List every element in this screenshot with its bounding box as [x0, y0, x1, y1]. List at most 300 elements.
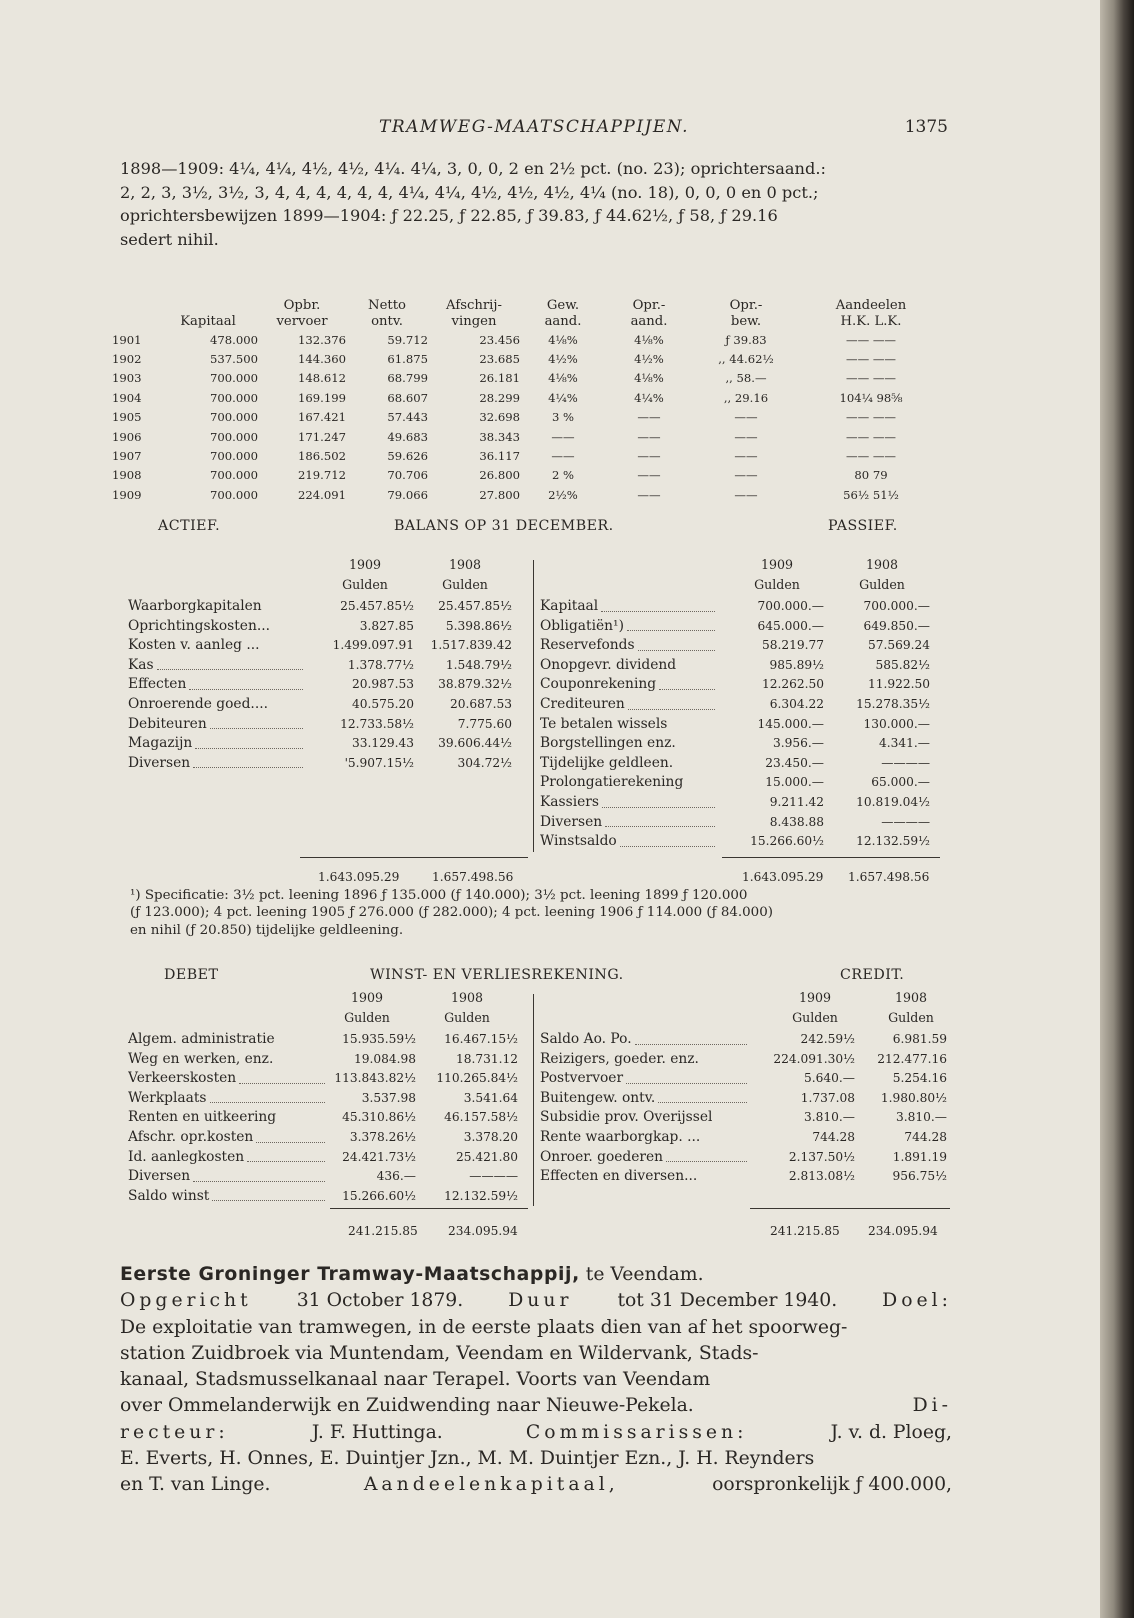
account-label-text: Obligatiën¹): [540, 617, 624, 634]
account-row: [128, 1187, 528, 1207]
amount-1909: 12.262.50: [761, 677, 824, 692]
amount-1908: 3.378.20: [463, 1129, 518, 1144]
account-label: [128, 1167, 328, 1187]
table-cell: 219.712: [298, 468, 346, 483]
table-cell: 27.800: [479, 487, 520, 502]
pnl-unit-left-a: Gulden: [344, 1010, 390, 1025]
account-label: [540, 832, 718, 852]
dot-leader: [626, 1069, 747, 1084]
account-row: [128, 695, 528, 715]
entry-text: J. v. d. Ploeg,: [830, 1421, 952, 1443]
balance-footnote: [130, 887, 950, 939]
account-label-text: Id. aanlegkosten: [128, 1148, 245, 1165]
entry-line: [120, 1288, 952, 1314]
footnote-line: en nihil (ƒ 20.850) tijdelijke geldleening.: [130, 922, 404, 938]
column-header: Aandeelen: [835, 298, 907, 313]
amount-1909: 19.084.98: [353, 1051, 416, 1066]
amount-1909: 58.219.77: [761, 638, 824, 653]
account-label-text: Te betalen wissels: [540, 715, 668, 732]
pnl-total-left-1908: 234.095.94: [448, 1224, 518, 1238]
amount-1909: 224.091.30½: [773, 1051, 855, 1066]
label-commissarissen: Commissarissen:: [525, 1421, 748, 1443]
amount-1908: 4.341.—: [879, 736, 930, 751]
column-header: aand.: [630, 314, 668, 329]
account-label: [540, 1050, 750, 1070]
account-label-text: Kapitaal: [540, 598, 599, 614]
table-cell: 4½%: [634, 352, 664, 367]
table-row: [112, 427, 942, 446]
table-cell: 23.456: [479, 332, 520, 347]
column-header: Kapitaal: [180, 314, 236, 329]
entry-line: [120, 1341, 952, 1367]
dot-leader: [256, 1128, 325, 1143]
amount-1908: 20.687.53: [449, 696, 512, 711]
entry-text: tot 31 December 1940.: [617, 1290, 838, 1312]
account-label-text: Prolongatierekening: [540, 774, 684, 791]
column-header: [112, 314, 158, 330]
amount-1908: 15.278.35½: [856, 696, 930, 711]
table-cell: 700.000: [210, 449, 258, 464]
table-cell: 700.000: [210, 371, 258, 386]
table-cell: 167.421: [298, 410, 346, 425]
entry-text: De exploitatie van tramwegen, in de eerste plaats dien van af het spoorweg-: [120, 1316, 848, 1338]
balance-rule-left: [300, 857, 528, 858]
table-cell: 1906: [112, 429, 142, 444]
pnl-rule-left: [330, 1208, 528, 1209]
dot-leader: [602, 793, 715, 808]
pnl-year-1908-right: 1908: [894, 990, 928, 1005]
amount-1908: 3.541.64: [463, 1090, 518, 1105]
label-duur: Duur: [508, 1290, 573, 1312]
dot-leader: [247, 1148, 325, 1163]
text-line: oprichtersbewijzen 1899—1904: ƒ 22.25, ƒ 22.85, ƒ 39.83, ƒ 44.62½, ƒ 58, ƒ 29.16: [120, 206, 778, 226]
account-label: [540, 656, 718, 676]
account-label: [540, 793, 718, 813]
table-cell: ,, 58.—: [725, 371, 767, 386]
balance-total-right-1908: 1.657.498.56: [848, 870, 930, 884]
account-label-text: Effecten: [128, 676, 187, 693]
column-header: Netto: [368, 298, 406, 313]
account-label-text: Reizigers, goeder. enz.: [540, 1050, 699, 1067]
balance-total-left-1909: 1.643.095.29: [318, 870, 400, 884]
account-row: [540, 617, 940, 637]
table-cell: 1901: [112, 332, 142, 347]
account-label: [540, 813, 718, 833]
pnl-year-1909-right: 1909: [798, 990, 832, 1005]
balance-assets: [128, 597, 528, 773]
balance-divider: [533, 560, 534, 852]
account-label-text: Kassiers: [540, 793, 599, 810]
amount-1909: 3.810.—: [804, 1110, 855, 1125]
account-row: [128, 1069, 528, 1089]
dot-leader: [627, 617, 715, 632]
account-label-text: Tijdelijke geldleen.: [540, 754, 674, 771]
account-label-text: Waarborgkapitalen: [128, 598, 262, 614]
account-label: [540, 1167, 750, 1187]
amount-1909: 45.310.86½: [342, 1110, 416, 1125]
account-row: [540, 832, 940, 852]
table-cell: 700.000: [210, 429, 258, 444]
entry-text: J. F. Huttinga.: [311, 1421, 443, 1443]
amount-1908: 25.457.85½: [438, 599, 512, 613]
table-cell: ,, 44.62½: [718, 352, 774, 367]
amount-1909: 1.499.097.91: [332, 638, 414, 653]
account-row: [128, 617, 528, 637]
table-cell: ——: [734, 429, 758, 444]
entry-line: [120, 1315, 952, 1341]
account-label-text: Buitengew. ontv.: [540, 1089, 656, 1106]
amount-1909: 2.137.50½: [788, 1149, 855, 1164]
table-cell: 36.117: [479, 449, 520, 464]
entry-line: [120, 1420, 952, 1446]
amount-1908: 130.000.—: [863, 716, 930, 731]
table-cell: 70.706: [387, 468, 428, 483]
dot-leader: [601, 597, 715, 612]
entry-text: E. Everts, H. Onnes, E. Duintjer Jzn., M. M. Duintjer Ezn., J. H. Reynders: [120, 1448, 815, 1470]
table-cell: 59.626: [387, 449, 428, 464]
account-label-text: Kas: [128, 656, 154, 673]
account-label: [128, 695, 306, 715]
entry-line: [120, 1393, 952, 1419]
account-label-text: Subsidie prov. Overijssel: [540, 1109, 713, 1126]
table-cell: 38.343: [479, 429, 520, 444]
table-cell: 4⅛%: [548, 371, 578, 386]
table-row: [112, 485, 942, 504]
table-cell: 186.502: [298, 449, 346, 464]
table-cell: —— ——: [845, 449, 897, 464]
amount-1908: 956.75½: [892, 1169, 947, 1184]
column-header: vingen: [451, 314, 497, 329]
amount-1908: 744.28: [904, 1129, 947, 1144]
table-cell: 4¼%: [548, 390, 578, 405]
amount-1909: 15.000.—: [765, 775, 824, 790]
account-label-text: Onopgevr. dividend: [540, 656, 677, 673]
account-label-text: Werkplaats: [128, 1089, 207, 1106]
account-label: [540, 773, 718, 793]
account-label-text: Effecten en diversen...: [540, 1168, 698, 1185]
account-label: [540, 1148, 750, 1168]
amount-1909: 23.450.—: [765, 755, 824, 770]
table-cell: 56½ 51½: [843, 487, 899, 502]
account-label-text: Verkeerskosten: [128, 1070, 237, 1087]
table-cell: 224.091: [298, 487, 346, 502]
dot-leader: [635, 1030, 747, 1045]
table-cell: ——: [734, 410, 758, 425]
amount-1908: 5.254.16: [892, 1071, 947, 1086]
account-label: [128, 1050, 328, 1070]
amount-1908: 700.000.—: [863, 599, 930, 613]
amount-1909: 113.843.82½: [334, 1071, 416, 1086]
text-line: 2, 2, 3, 3½, 3½, 3, 4, 4, 4, 4, 4, 4, 4¼, 4¼, 4½, 4½, 4½, 4¼ (no. 18), 0, 0, 0 en 0 pct.;: [120, 182, 819, 202]
column-header: H.K. L.K.: [840, 314, 902, 329]
account-label: [128, 1108, 328, 1128]
table-cell: 59.712: [387, 332, 428, 347]
account-label-text: Diversen: [128, 754, 191, 771]
yearly-statistics-table: [112, 298, 942, 505]
account-label-text: Crediteuren: [540, 695, 625, 712]
table-cell: 1908: [112, 468, 142, 483]
amount-1909: 9.211.42: [769, 794, 824, 809]
pnl-debet-heading: DEBET: [164, 967, 219, 983]
balance-passief-heading: PASSIEF.: [828, 518, 898, 534]
balance-year-1909-left: 1909: [348, 557, 382, 572]
column-header: Opr.-: [729, 298, 763, 313]
account-row: [540, 1128, 955, 1148]
page-number: 1375: [904, 117, 948, 137]
account-row: [128, 1050, 528, 1070]
dot-leader: [658, 1089, 747, 1104]
table-cell: 4½%: [548, 352, 578, 367]
account-row: [540, 1069, 955, 1089]
label-doel: Doel:: [882, 1290, 952, 1312]
column-header: bew.: [730, 314, 762, 329]
dot-leader: [157, 656, 303, 671]
text-line: sedert nihil.: [120, 229, 219, 249]
label-aandeelenkapitaal: Aandeelenkapitaal,: [363, 1474, 619, 1496]
amount-1909: 242.59½: [800, 1032, 855, 1046]
pnl-divider: [533, 994, 534, 1206]
account-label: [128, 1187, 328, 1207]
account-label: [540, 675, 718, 695]
balance-total-left-1908: 1.657.498.56: [432, 870, 514, 884]
text-line: 1898—1909: 4¼, 4¼, 4½, 4½, 4¼. 4¼, 3, 0, 0, 2 en 2½ pct. (no. 23); oprichtersaand.:: [120, 159, 826, 178]
account-label: [540, 636, 718, 656]
account-row: [540, 695, 940, 715]
entry-line: [120, 1446, 952, 1472]
account-label-text: Onroerende goed....: [128, 695, 268, 712]
amount-1909: 25.457.85½: [340, 599, 414, 613]
amount-1909: 145.000.—: [757, 716, 824, 731]
table-cell: 700.000: [210, 468, 258, 483]
table-cell: ——: [734, 487, 758, 502]
account-label-text: Saldo Ao. Po.: [540, 1031, 632, 1047]
amount-1908: 6.981.59: [892, 1032, 947, 1046]
table-cell: 169.199: [298, 390, 346, 405]
table-cell: ,, 29.16: [723, 390, 769, 405]
table-cell: 80 79: [854, 468, 888, 483]
account-row: [128, 1148, 528, 1168]
table-cell: 28.299: [479, 390, 520, 405]
account-label-text: Couponrekening: [540, 676, 657, 693]
entry-text: station Zuidbroek via Muntendam, Veendam en Wildervank, Stads-: [120, 1342, 759, 1364]
account-label: [128, 1148, 328, 1168]
account-label-text: Weg en werken, enz.: [128, 1050, 274, 1067]
amount-1909: 700.000.—: [757, 599, 824, 613]
amount-1908: 7.775.60: [457, 716, 512, 731]
label-opgericht: Opgericht: [120, 1290, 252, 1312]
amount-1909: 8.438.88: [769, 814, 824, 829]
amount-1909: 645.000.—: [757, 618, 824, 633]
column-header: Opbr.: [283, 298, 321, 313]
table-cell: 1902: [112, 352, 142, 367]
balance-unit-left-a: Gulden: [342, 577, 388, 592]
amount-1909: 3.378.26½: [349, 1129, 416, 1144]
account-row: [540, 1030, 955, 1050]
account-row: [540, 734, 940, 754]
account-row: [128, 715, 528, 735]
table-cell: 4⅛%: [548, 332, 578, 347]
amount-1908: 12.132.59½: [444, 1188, 518, 1203]
table-cell: 700.000: [210, 487, 258, 502]
amount-1908: 212.477.16: [877, 1051, 947, 1066]
pnl-total-left-1909: 241.215.85: [348, 1224, 418, 1238]
label-directeur-end: recteur:: [120, 1421, 229, 1443]
account-label: [540, 617, 718, 637]
footnote-line: ¹) Specificatie: 3½ pct. leening 1896 ƒ 135.000 (ƒ 140.000); 3½ pct. leening 1899 ƒ 120.000: [130, 888, 748, 903]
account-row: [540, 1089, 955, 1109]
footnote-line: (ƒ 123.000); 4 pct. leening 1905 ƒ 276.000 (ƒ 282.000); 4 pct. leening 1906 ƒ 114.000 (ƒ 84.000): [130, 905, 773, 921]
amount-1909: 5.640.—: [804, 1071, 855, 1086]
table-cell: 144.360: [298, 352, 346, 367]
table-cell: 4⅛%: [634, 332, 664, 347]
account-label-text: Renten en uitkeering: [128, 1109, 277, 1126]
amount-1909: 33.129.43: [351, 736, 414, 751]
dot-leader: [210, 1089, 326, 1104]
account-label: [128, 597, 306, 617]
amount-1908: 46.157.58½: [444, 1110, 518, 1125]
account-row: [128, 1030, 528, 1050]
account-row: [540, 773, 940, 793]
amount-1908: 649.850.—: [863, 618, 930, 633]
amount-1908: 1.517.839.42: [430, 638, 512, 653]
amount-1908: 110.265.84½: [436, 1071, 518, 1086]
dot-leader: [189, 675, 303, 690]
pnl-credit: [540, 1030, 955, 1187]
table-cell: 148.612: [298, 371, 346, 386]
account-row: [128, 597, 528, 617]
table-cell: 23.685: [479, 352, 520, 367]
balance-unit-right-a: Gulden: [754, 577, 800, 592]
pnl-debit: [128, 1030, 528, 1206]
pnl-unit-left-b: Gulden: [444, 1010, 490, 1025]
table-cell: 57.443: [387, 410, 428, 425]
table-cell: 2 %: [551, 468, 575, 483]
pnl-unit-right-b: Gulden: [888, 1010, 934, 1025]
amount-1909: 1.737.08: [800, 1090, 855, 1105]
table-cell: ——: [734, 449, 758, 464]
table-cell: 49.683: [387, 429, 428, 444]
account-row: [540, 754, 940, 774]
account-label-text: Algem. administratie: [128, 1031, 275, 1047]
account-row: [540, 636, 940, 656]
account-label-text: Diversen: [128, 1168, 191, 1185]
table-row: [112, 349, 942, 368]
table-cell: 26.181: [479, 371, 520, 386]
amount-1908: 18.731.12: [455, 1051, 518, 1066]
amount-1909: 20.987.53: [351, 677, 414, 692]
account-label-text: Debiteuren: [128, 715, 207, 732]
account-label: [128, 734, 306, 754]
amount-1908: 1.548.79½: [445, 657, 512, 672]
account-label: [128, 1089, 328, 1109]
amount-1909: '5.907.15½: [344, 755, 414, 770]
entry-line: [120, 1472, 952, 1498]
amount-1909: 985.89½: [769, 657, 824, 672]
account-row: [128, 1128, 528, 1148]
table-cell: —— ——: [845, 371, 897, 386]
table-cell: ƒ 39.83: [725, 332, 767, 347]
account-row: [128, 754, 528, 774]
account-row: [128, 636, 528, 656]
account-row: [540, 1148, 955, 1168]
balance-unit-left-b: Gulden: [442, 577, 488, 592]
account-label-text: Onroer. goederen: [540, 1148, 664, 1165]
table-cell: 3 %: [551, 410, 575, 425]
account-label: [540, 1108, 750, 1128]
table-cell: 1905: [112, 410, 142, 425]
label-directeur-start: Di-: [912, 1395, 952, 1417]
table-row: [112, 388, 942, 407]
table-cell: 26.800: [479, 468, 520, 483]
account-label: [128, 1128, 328, 1148]
table-cell: 61.875: [387, 352, 428, 367]
table-row: [112, 330, 942, 349]
account-label: [540, 1128, 750, 1148]
table-cell: 68.607: [387, 390, 428, 405]
table-cell: —— ——: [845, 352, 897, 367]
amount-1908: 11.922.50: [867, 677, 930, 692]
running-title: TRAMWEG-MAATSCHAPPIJEN.: [379, 117, 689, 137]
amount-1909: 15.266.60½: [750, 834, 824, 849]
table-cell: 537.500: [210, 352, 258, 367]
pnl-year-1908-left: 1908: [450, 990, 484, 1005]
amount-1908: ————: [881, 755, 930, 770]
balance-total-right-1909: 1.643.095.29: [742, 870, 824, 884]
table-cell: 171.247: [298, 429, 346, 444]
amount-1908: 10.819.04½: [856, 794, 930, 809]
account-label: [128, 1069, 328, 1089]
dot-leader: [638, 636, 715, 651]
account-row: [540, 656, 940, 676]
table-cell: —— ——: [845, 332, 897, 347]
amount-1908: 38.879.32½: [438, 677, 512, 692]
entry-text: 31 October 1879.: [296, 1290, 464, 1312]
table-cell: 1904: [112, 390, 142, 405]
account-row: [128, 656, 528, 676]
company-place: te Veendam.: [579, 1264, 704, 1285]
table-cell: ——: [551, 449, 575, 464]
account-row: [128, 675, 528, 695]
table-cell: ——: [734, 468, 758, 483]
entry-text: kanaal, Stadsmusselkanaal naar Terapel. Voorts van Veendam: [120, 1369, 711, 1391]
amount-1908: 39.606.44½: [438, 736, 512, 751]
account-row: [540, 793, 940, 813]
account-label: [540, 734, 718, 754]
account-label: [540, 754, 718, 774]
account-label: [128, 675, 306, 695]
amount-1908: 1.891.19: [892, 1149, 947, 1164]
table-cell: —— ——: [845, 429, 897, 444]
amount-1909: 15.266.60½: [342, 1188, 416, 1203]
amount-1909: 1.378.77½: [347, 657, 414, 672]
table-row: [112, 446, 942, 465]
pnl-title: WINST- EN VERLIESREKENING.: [370, 967, 624, 983]
account-row: [540, 813, 940, 833]
account-label-text: Postvervoer: [540, 1070, 624, 1087]
pnl-total-right-1908: 234.095.94: [868, 1224, 938, 1238]
book-binding-edge: [1100, 0, 1134, 1618]
account-label-text: Saldo winst: [128, 1187, 210, 1204]
amount-1909: 15.935.59½: [342, 1032, 416, 1046]
amount-1908: 25.421.80: [455, 1149, 518, 1164]
balance-year-1909-right: 1909: [760, 557, 794, 572]
account-label: [540, 597, 718, 617]
table-cell: ——: [637, 468, 661, 483]
account-label-text: Borgstellingen enz.: [540, 735, 676, 752]
account-label: [128, 656, 306, 676]
amount-1908: 12.132.59½: [856, 834, 930, 849]
balance-year-1908-right: 1908: [865, 557, 899, 572]
